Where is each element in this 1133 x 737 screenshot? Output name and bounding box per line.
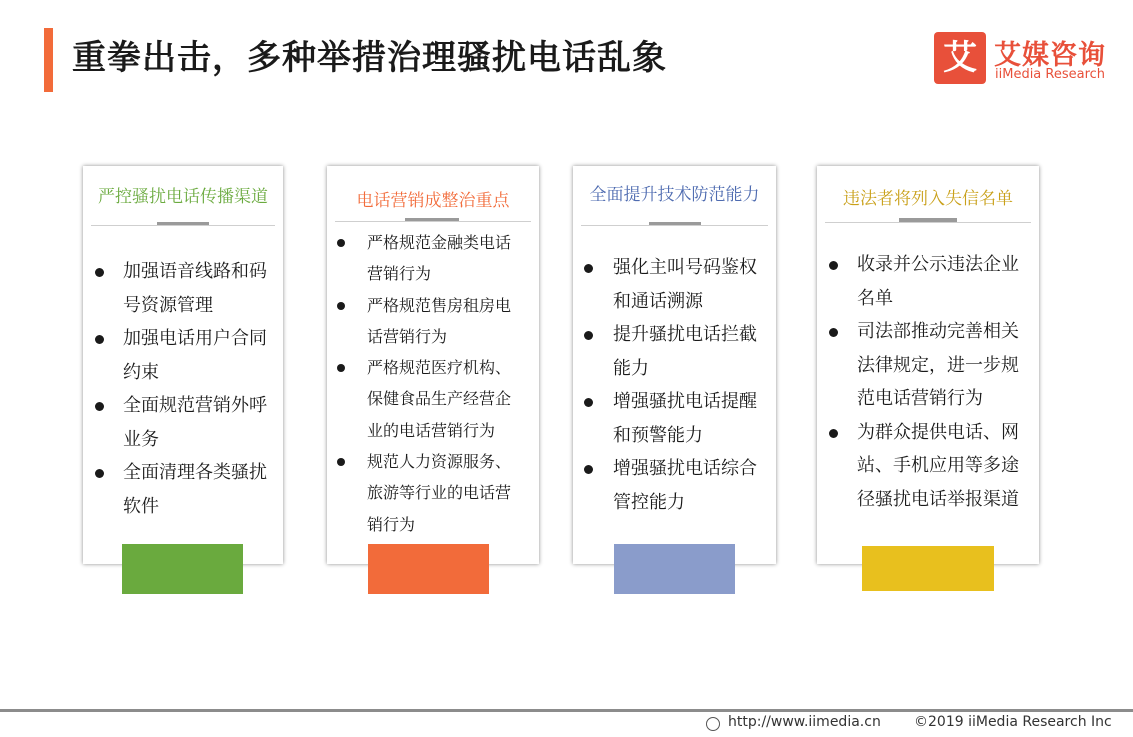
bullet-icon xyxy=(337,239,345,247)
list-item: 严格规范医疗机构、 保健食品生产经营企 业的电话营销行为 xyxy=(337,352,537,446)
iimedia-logo xyxy=(934,32,1114,86)
list-item: 加强语音线路和码 号资源管理 xyxy=(95,255,281,322)
list-item: 加强电话用户合同 约束 xyxy=(95,322,281,389)
card-divider xyxy=(581,225,768,226)
card-credit-blacklist xyxy=(817,166,1039,564)
list-item: 增强骚扰电话综合 管控能力 xyxy=(584,452,774,519)
bullet-icon xyxy=(584,331,593,340)
yellow-color-block xyxy=(862,546,994,591)
list-item: 收录并公示违法企业 名单 xyxy=(829,248,1037,315)
card-divider xyxy=(825,222,1031,223)
bullet-icon xyxy=(584,264,593,273)
card-title: 电话营销成整治重点 xyxy=(356,191,510,211)
list-item: 强化主叫号码鉴权 和通话溯源 xyxy=(584,251,774,318)
card-tech-defense xyxy=(573,166,776,564)
card-title: 严控骚扰电话传播渠道 xyxy=(98,187,268,207)
list-item: 全面规范营销外呼 业务 xyxy=(95,389,281,456)
blue-color-block xyxy=(614,544,735,594)
list-item: 司法部推动完善相关 法律规定，进一步规 范电话营销行为 xyxy=(829,315,1037,416)
bullet-icon xyxy=(829,429,838,438)
title-accent-bar xyxy=(44,28,53,92)
card-divider xyxy=(335,221,531,222)
card-channel-control xyxy=(83,166,283,564)
logo-english-name: iiMedia Research xyxy=(995,67,1106,82)
bullet-icon xyxy=(95,402,104,411)
list-item: 提升骚扰电话拦截 能力 xyxy=(584,318,774,385)
footer-divider xyxy=(0,709,1133,712)
page-title: 重拳出击，多种举措治理骚扰电话乱象 xyxy=(72,38,667,78)
list-item: 为群众提供电话、网 站、手机应用等多途 径骚扰电话举报渠道 xyxy=(829,416,1037,517)
card-list xyxy=(584,251,774,519)
bullet-icon xyxy=(337,302,345,310)
list-item: 严格规范售房租房电 话营销行为 xyxy=(337,290,537,353)
card-list xyxy=(95,255,281,523)
list-item: 严格规范金融类电话 营销行为 xyxy=(337,227,537,290)
list-item: 增强骚扰电话提醒 和预警能力 xyxy=(584,385,774,452)
list-item: 规范人力资源服务、 旅游等行业的电话营 销行为 xyxy=(337,446,537,540)
card-list xyxy=(337,227,537,540)
bullet-icon xyxy=(95,268,104,277)
bullet-icon xyxy=(95,335,104,344)
bullet-icon xyxy=(584,398,593,407)
card-divider xyxy=(91,225,275,226)
bullet-icon xyxy=(95,469,104,478)
bullet-icon xyxy=(829,328,838,337)
footer-url[interactable]: http://www.iimedia.cn xyxy=(728,714,881,730)
card-telemarketing xyxy=(327,166,539,564)
logo-mark: 艾 xyxy=(934,32,986,84)
footer-copyright: ©2019 iiMedia Research Inc xyxy=(914,714,1112,730)
green-color-block xyxy=(122,544,243,594)
bullet-icon xyxy=(337,458,345,466)
globe-icon xyxy=(706,717,720,731)
bullet-icon xyxy=(584,465,593,474)
logo-chinese-name: 艾媒咨询 xyxy=(994,40,1106,71)
card-title: 全面提升技术防范能力 xyxy=(589,185,760,205)
card-title: 违法者将列入失信名单 xyxy=(843,189,1013,209)
list-item: 全面清理各类骚扰 软件 xyxy=(95,456,281,523)
bullet-icon xyxy=(337,364,345,372)
orange-color-block xyxy=(368,544,489,594)
bullet-icon xyxy=(829,261,838,270)
card-list xyxy=(829,248,1037,516)
